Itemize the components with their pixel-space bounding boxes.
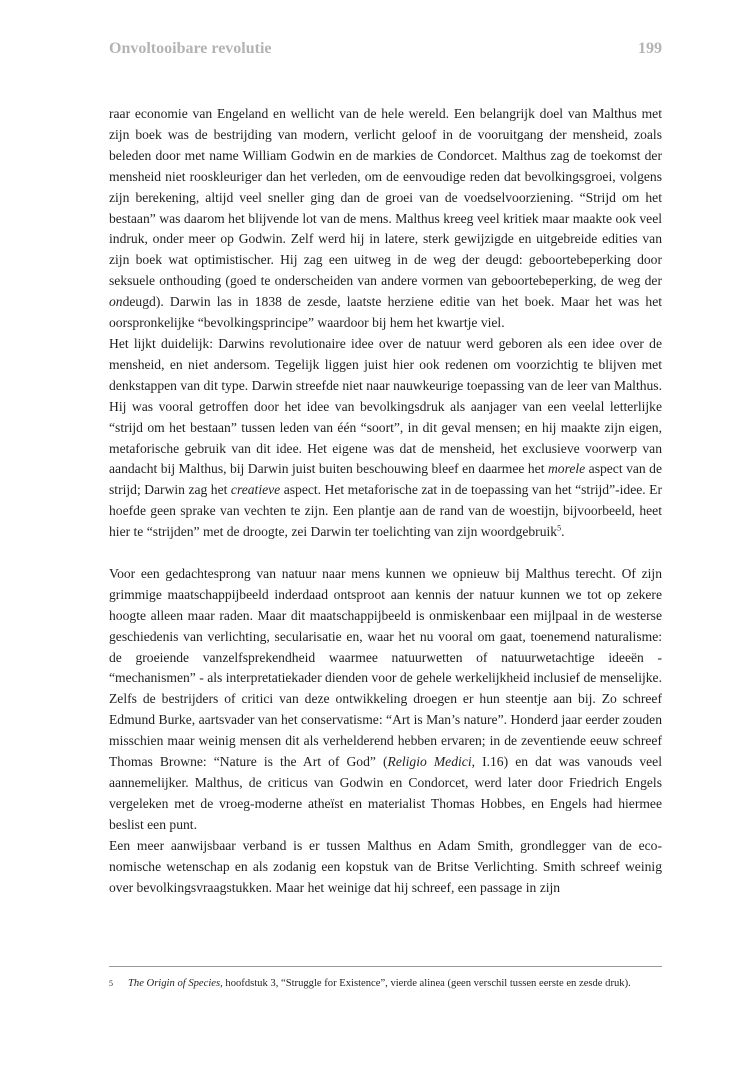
footnote-text [128, 976, 662, 991]
text-run: deugd). Darwin las in 1838 de zesde, laatste herziene editie van het boek. Maar het was het oorspronkelijke “bevolkingsprincipe” waardoor bij hem het kwartje viel. [109, 294, 662, 331]
text-run: . [561, 524, 565, 540]
running-header [109, 40, 662, 58]
paragraph-3 [109, 564, 662, 836]
text-run: aspect van de strijd; Darwin zag het [109, 461, 662, 498]
text-run: hoofdstuk 3, “Struggle for Existence”, vierde alinea (geen verschil tussen eerste en zesde druk). [222, 978, 631, 989]
footnote-divider [109, 966, 662, 967]
italic-run: The Origin of Species, [128, 978, 223, 989]
footnote-ref: 5 [557, 523, 562, 533]
text-run: Voor een gedachtesprong van natuur naar mens kunnen we opnieuw bij Malthus terecht. Of zijn grimmige maatschappijbeeld inderdaad ontsproot aan kennis der natuur kunnen we tot op zekere hoogte alleen maar raden. Maar dit maatschappijbeeld is onmiskenbaar een mijlpaal in de westerse geschiedenis van verlichting, secularisatie en, waar het nu vooral om gaat, toenemend naturalisme: de groeiende vanzelfsprekendheid waarmee natuurwetten of natuurwetachtige ideeën - “mechanismen” - als interpretatiekader dienden voor de gehele werkelijkheid inclusief de menselijke. Zelfs de bestrijders of critici van deze ontwikkeling droegen er hun steentje aan bij. Zo schreef Edmund Burke, aartsvader van het conservatisme: “Art is Man’s nature”. Honderd jaar eerder zouden misschien maar weinig mensen dit als verhelderend hebben ervaren; in de zeventiende eeuw schreef Thomas Browne: “Nature is the Art of God” ( [109, 565, 662, 770]
italic-run: Religio Medici [387, 754, 472, 770]
italic-run: morele [547, 461, 586, 477]
footnote [109, 976, 662, 991]
italic-run: creatieve [230, 482, 281, 498]
body-text [109, 104, 662, 898]
text-run: Een meer aanwijsbaar verband is er tussen Malthus en Adam Smith, grondlegger van de economische wetenschap en als zodanig een kopstuk van de Britse Verlichting. Smith schreef weinig over bevolkingsvraagstukken. Maar het weinige dat hij schreef, een passage in zijn [109, 837, 662, 895]
text-run: , I.16) en dat was vanouds veel aannemelijker. Malthus, de criticus van Godwin en Condorcet, werd later door Friedrich Engels vergeleken met de vroeg-moderne atheïst en materialist Thomas Hobbes, en Engels had hiermee beslist een punt. [109, 754, 662, 832]
italic-run: on [109, 294, 123, 310]
paragraph-1 [109, 104, 662, 334]
text-run: Het lijkt duidelijk: Darwins revolutionaire idee over de natuur werd geboren als een idee over de mensheid, en niet andersom. Tegelijk liggen juist hier ook redenen om voorzichtig te blijven met denkstappen van dit type. Darwin streefde niet naar nauwkeurige toepassing van de leer van Malthus. Hij was vooral getroffen door het idee van bevolkingsdruk als aanjager van een veelal letterlijke “strijd om het bestaan” tussen leden van één “soort”, in dit geval mensen; en hij maakte zijn eigen, metaforische gebruik van dit idee. Het eigene was dat de mensheid, het exclusieve voorwerp van aandacht bij Malthus, bij Darwin juist buiten beschouwing bleef en daarmee het [109, 335, 662, 477]
page-number: 199 [638, 40, 662, 57]
paragraph-4 [109, 836, 662, 899]
text-run: aspect. Het metaforische zat in de toepassing van het “strijd”-idee. Er hoefde geen sprake van vechten te zijn. Een plantje aan de rand van de woestijn, bijvoorbeeld, heet hier te “strijden” met de droogte, zei Darwin ter toelichting van zijn woordgebruik [109, 482, 662, 540]
footnote-number: 5 [109, 979, 113, 988]
running-title: Onvoltooibare revolutie [109, 40, 272, 57]
text-run: raar economie van Engeland en wellicht van de hele wereld. Een belangrijk doel van Malthus met zijn boek was de bestrijding van modern, verlicht geloof in de vooruitgang der mensheid, zoals beleden door met name William Godwin en de markies de Condorcet. Malthus zag de toekomst der mensheid niet rooskleuriger dan het verleden, om de eenvoudige reden dat bevolkingsgroei, volgens zijn berekening, altijd veel sneller ging dan de groei van de voedselvoorziening. “Strijd om het bestaan” was daarom het blijvende lot van de mens. Malthus kreeg veel kritiek maar maakte ook veel indruk, onder meer op Godwin. Zelf werd hij in latere, sterk gewijzigde en uitgebreide edities van zijn boek wat optimistischer. Hij zag een uitweg in de weg der deugd: geboortebeperking door seksuele onthouding (goed te onderscheiden van andere vormen van geboortebeperking, de weg der [109, 106, 662, 289]
paragraph-2 [109, 334, 662, 543]
